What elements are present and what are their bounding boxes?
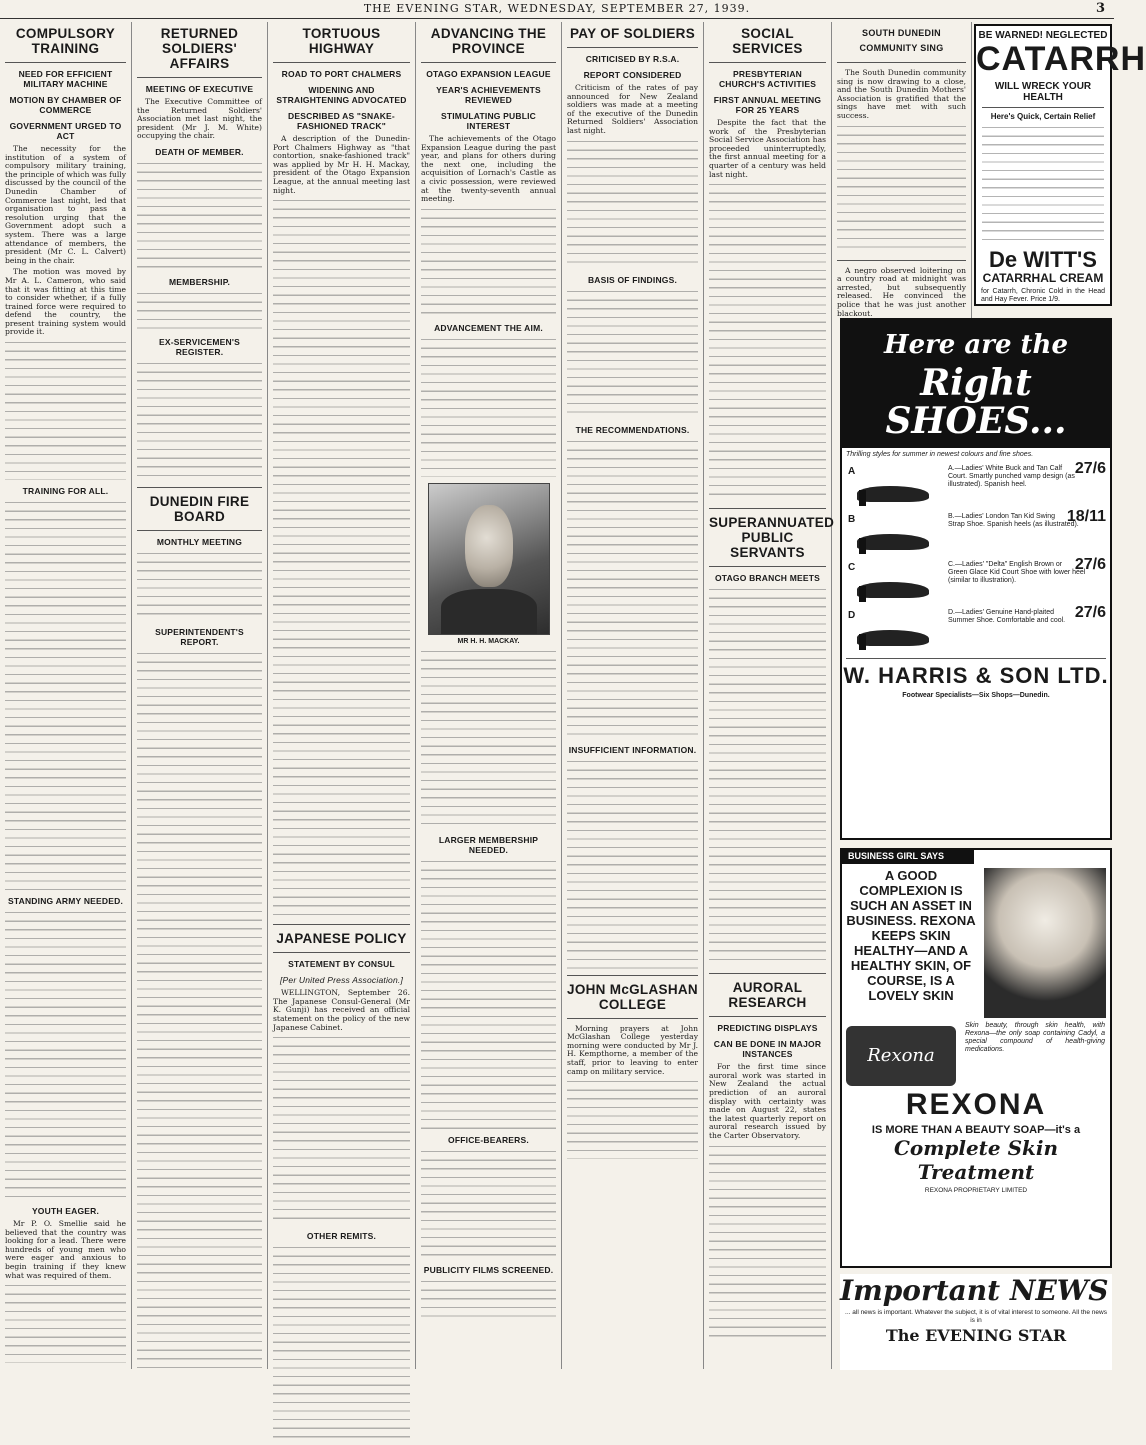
ad-headline-line2: Right: [920, 362, 1032, 404]
column-pay-of-soldiers: [562, 22, 704, 1369]
subheading: DEATH OF MEMBER.: [155, 146, 244, 157]
column-community-sing: [832, 22, 972, 322]
shop-tagline: Footwear Specialists—Six Shops—Dunedin.: [902, 692, 1050, 699]
evening-star-advertisement: [840, 1274, 1112, 1370]
headline: JAPANESE POLICY: [276, 931, 407, 947]
column-social-services: [704, 22, 835, 1369]
article-paragraph: For the first time since auroral work was started in New Zealand the actual prediction of an auroral display with certainty was made on August 22, states the latest quarterly report on auroral research issued by the Carter Observatory.: [709, 1062, 826, 1140]
shoe-description: C.—Ladies' "Delta" English Brown or Green Glace Kid Court Shoe with lower heel (similar to illustration).: [948, 561, 1086, 584]
ad-complete: Complete Skin Treatment: [893, 1135, 1059, 1184]
article-paragraph: A description of the Dunedin-Port Chalmers Highway as "that contortion, snake-fashioned track" was applied by Mr H. H. Mackay, president of the Otago Expansion League, at the annual meeting last night.: [273, 134, 410, 195]
shoe-price: 27/6: [1074, 460, 1106, 477]
article-paragraph: The motion was moved by Mr A. L. Cameron, who said that it was fitting at this time to consider whether, if a fully trained force were required to defend the country, the present training system would provide it.: [5, 267, 126, 337]
subheading: TRAINING FOR ALL.: [22, 486, 109, 497]
shoe-item: [842, 462, 1110, 510]
column-compulsory-training: [0, 22, 132, 1369]
ad-headline-line3: SHOES...: [885, 400, 1067, 442]
column-advancing-province: [416, 22, 562, 1369]
column-tortuous-highway: [268, 22, 416, 1369]
catarrh-advertisement: [974, 24, 1146, 306]
article-paragraph: Mr P. O. Smellie said he believed that the country was looking for a lead. There were hundreds of young men who were eager and anxious to begin training if they knew what was required of them.: [5, 1219, 126, 1280]
ad-more: IS MORE THAN A BEAUTY SOAP—it's a: [871, 1123, 1081, 1136]
subheading: OFFICE-BEARERS.: [448, 1134, 529, 1145]
subheading: CRITICISED BY R.S.A.: [585, 54, 680, 64]
subheading: EX-SERVICEMEN'S REGISTER.: [159, 336, 240, 357]
subheading: STANDING ARMY NEEDED.: [7, 896, 124, 907]
article-paragraph: The achievements of the Otago Expansion League during the past year, and plans for others during the next one, including the acquisition of Lornach's Castle as a civic possession, were reviewed at the twenty-seventh annual meeting.: [421, 134, 556, 204]
headline: PAY OF SOLDIERS: [569, 26, 696, 41]
article-paragraph: Criticism of the rates of pay announced for New Zealand soldiers was made at a meeting of the executive of the Dunedin Returned Soldiers' Association last night.: [567, 83, 698, 135]
shoe-letter: C: [848, 562, 856, 573]
headline: SOUTH DUNEDIN COMMUNITY SING: [859, 28, 944, 53]
shoe-illustration: [848, 610, 938, 650]
subheading: THE RECOMMENDATIONS.: [575, 424, 690, 435]
headline: DUNEDIN FIRE BOARD: [149, 493, 250, 524]
shoe-letter: D: [848, 610, 856, 621]
ad-headline: CATARRH: [976, 40, 1146, 78]
subheading: ROAD TO PORT CHALMERS: [281, 69, 402, 79]
masthead-title: THE EVENING STAR, WEDNESDAY, SEPTEMBER 27, 1939.: [363, 2, 751, 15]
shoe-item: [842, 510, 1110, 558]
shoe-item: [842, 606, 1110, 654]
headline: ADVANCING THE PROVINCE: [430, 26, 547, 56]
shoe-price: 27/6: [1074, 556, 1106, 573]
ad-subheadline: WILL WRECK YOUR HEALTH: [994, 81, 1092, 103]
ad-tag: BUSINESS GIRL SAYS: [842, 850, 974, 864]
shop-name: W. HARRIS & SON LTD.: [843, 663, 1109, 688]
subheading: OTHER REMITS.: [306, 1231, 377, 1242]
subheading: BASIS OF FINDINGS.: [587, 274, 678, 285]
woman-illustration: [984, 868, 1106, 1018]
subheading: PUBLICITY FILMS SCREENED.: [423, 1264, 554, 1275]
rexona-advertisement: [840, 848, 1112, 1268]
ad-brand: REXONA: [905, 1087, 1047, 1121]
shoe-item: [842, 558, 1110, 606]
ad-paper-name: The EVENING STAR: [885, 1326, 1067, 1345]
subheading: YEAR'S ACHIEVEMENTS REVIEWED: [436, 85, 541, 105]
photo-caption: MR H. H. MACKAY.: [457, 637, 520, 645]
column-returned-soldiers: [132, 22, 268, 1369]
subheading: OTAGO EXPANSION LEAGUE: [426, 69, 551, 79]
article-paragraph: Despite the fact that the work of the Presbyterian Social Service Association has proceeded uninterruptedly, the first annual meeting for a quarter of a century was held last night.: [709, 118, 826, 179]
subheading: WIDENING AND STRAIGHTENING ADVOCATED: [276, 85, 407, 105]
shoe-price: 18/11: [1066, 508, 1106, 525]
subheading: INSUFFICIENT INFORMATION.: [568, 744, 697, 755]
headline: SOCIAL SERVICES: [732, 26, 803, 56]
wire-credit: [Per United Press Association.]: [279, 975, 404, 986]
subheading: STATEMENT BY CONSUL: [288, 959, 395, 970]
headline: RETURNED SOLDIERS' AFFAIRS: [160, 26, 239, 71]
subheading: DESCRIBED AS "SNAKE-FASHIONED TRACK": [288, 111, 395, 131]
portrait-photo: [428, 483, 550, 635]
ad-text: ... all news is important. Whatever the subject, it is of vital interest to someone. All the news is in: [845, 1309, 1107, 1324]
subheading: STIMULATING PUBLIC INTEREST: [440, 111, 537, 131]
subheading: MONTHLY MEETING: [156, 536, 243, 547]
page-number: 3: [1095, 1, 1106, 16]
subheading: FIRST ANNUAL MEETING FOR 25 YEARS: [713, 95, 822, 115]
masthead: [0, 0, 1114, 19]
ad-headline: Important NEWS: [840, 1274, 1109, 1307]
subheading: MEETING OF EXECUTIVE: [145, 84, 254, 94]
subheading: OTAGO BRANCH MEETS: [715, 573, 820, 584]
ad-warning: BE WARNED! NEGLECTED: [978, 30, 1108, 41]
article-paragraph: A negro observed loitering on a country road at midnight was arrested, but subsequently released. He convinced the police that he was just another blackout.: [837, 265, 966, 318]
ad-headline-line1: Here are the: [884, 330, 1068, 360]
article-paragraph: Morning prayers at John McGlashan College yesterday morning were conducted by Mr J. H. Kempthorne, a member of the staff, prior to leaving to enter camp on military service.: [567, 1023, 698, 1076]
ad-quote: A GOOD COMPLEXION IS SUCH AN ASSET IN BUSINESS. REXONA KEEPS SKIN HEALTHY—AND A HEALTHY SKIN, OF COURSE, IS A LOVELY SKIN: [846, 867, 976, 1003]
shoe-description: B.—Ladies' London Tan Kid Swing Strap Shoe. Spanish heels (as illustrated).: [948, 513, 1079, 528]
shoe-illustration: [848, 562, 938, 602]
headline: COMPULSORY TRAINING: [15, 26, 116, 56]
subheading: CAN BE DONE IN MAJOR INSTANCES: [713, 1039, 822, 1060]
headline: AURORAL RESEARCH: [728, 980, 807, 1011]
headline: TORTUOUS HIGHWAY: [302, 26, 381, 56]
shoe-description: A.—Ladies' White Buck and Tan Calf Court. Smartly punched vamp design (as illustrated). Spanish heel.: [948, 465, 1075, 488]
headline: JOHN McGLASHAN COLLEGE: [567, 981, 698, 1012]
article-paragraph: WELLINGTON, September 26. The Japanese Consul-General (Mr K. Gunji) has received an official statement on the policy of the new Japanese Cabinet.: [273, 988, 410, 1032]
article-paragraph: The necessity for the institution of a system of compulsory military training, the principle of which was fully discussed by the council of the Dunedin Chamber of Commerce last night, led that organisation to pass a resolution urging that the Government adopt such a system. There was a large attendance of members, the president (Mr C. L. Calvert) being in the chair.: [5, 144, 126, 265]
soap-bar-illustration: Rexona: [846, 1026, 956, 1086]
headline: SUPERANNUATED PUBLIC SERVANTS: [709, 515, 835, 561]
article-paragraph: The South Dunedin community sing is now drawing to a close, and the South Dunedin Mothers' Association is gratified that the sings have met with such success.: [837, 68, 966, 120]
shoes-advertisement: [840, 318, 1112, 840]
ad-intro: Thrilling styles for summer in newest colours and fine shoes.: [846, 451, 1034, 458]
subheading: YOUTH EAGER.: [31, 1206, 100, 1217]
shoe-letter: B: [848, 514, 856, 525]
subheading: SUPERINTENDENT'S REPORT.: [155, 626, 244, 647]
subheading: MOTION BY CHAMBER OF COMMERCE: [9, 95, 122, 115]
shoe-illustration: [848, 466, 938, 506]
subheading: PRESBYTERIAN CHURCH'S ACTIVITIES: [718, 69, 817, 89]
shoe-illustration: [848, 514, 938, 554]
article-paragraph: The Executive Committee of the Returned Soldiers' Association met last night, the president (Mr J. M. White) occupying the chair.: [137, 97, 262, 141]
ad-manufacturer: REXONA PROPRIETARY LIMITED: [924, 1186, 1028, 1194]
subheading: MEMBERSHIP.: [168, 276, 231, 287]
ad-product: CATARRHAL CREAM: [982, 271, 1104, 285]
ad-brand: De WITT'S: [989, 247, 1097, 272]
subheading: PREDICTING DISPLAYS: [717, 1023, 818, 1034]
shoe-description: D.—Ladies' Genuine Hand-plaited Summer Shoe. Comfortable and cool.: [948, 609, 1066, 624]
subheading: GOVERNMENT URGED TO ACT: [9, 121, 122, 141]
ad-relief: Here's Quick, Certain Relief: [990, 112, 1096, 121]
subheading: NEED FOR EFFICIENT MILITARY MACHINE: [18, 69, 113, 89]
subheading: LARGER MEMBERSHIP NEEDED.: [438, 834, 539, 855]
ad-body: Skin beauty, through skin health, with Rexona—the only soap containing Cadyl, a special compound of health-giving medications.: [965, 1021, 1105, 1053]
subheading: REPORT CONSIDERED: [583, 70, 682, 80]
shoe-letter: A: [848, 466, 856, 477]
ad-footer: for Catarrh, Chronic Cold in the Head and Hay Fever. Price 1/9.: [981, 288, 1105, 303]
shoe-price: 27/6: [1074, 604, 1106, 621]
subheading: ADVANCEMENT THE AIM.: [434, 322, 543, 333]
